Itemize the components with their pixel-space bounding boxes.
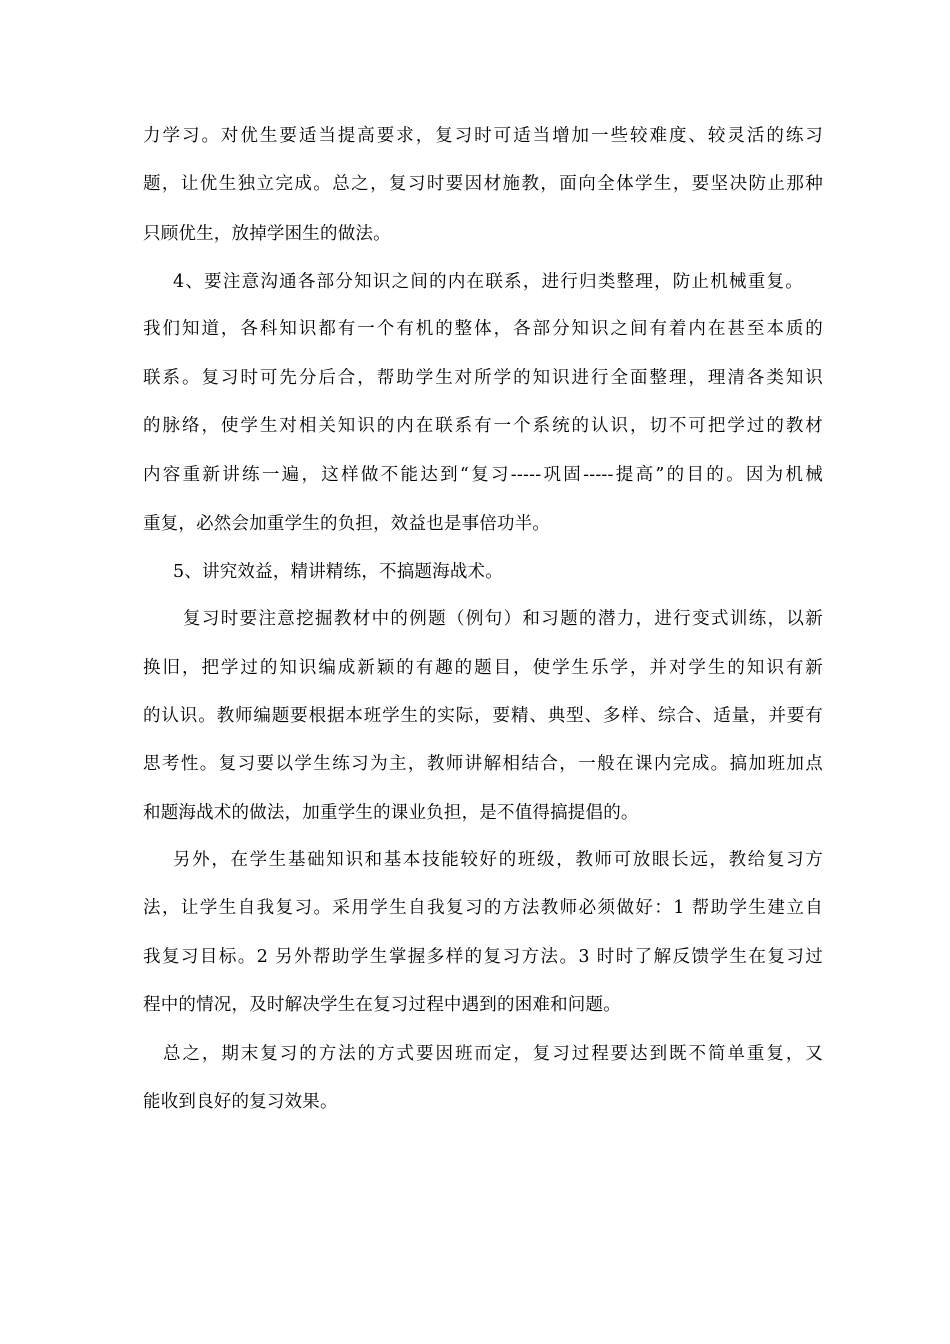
text-line: 思考性。复习要以学生练习为主，教师讲解相结合，一般在课内完成。搞加班加点 <box>143 754 823 774</box>
text-line: 题，让优生独立完成。总之，复习时要因材施教，面向全体学生，要坚决防止那种 <box>143 174 823 194</box>
text-line: 我复习目标。2 另外帮助学生掌握多样的复习方法。3 时时了解反馈学生在复习过 <box>143 947 823 967</box>
text-line: 另外，在学生基础知识和基本技能较好的班级，教师可放眼长远，教给复习方 <box>173 850 823 870</box>
text-line: 总之，期末复习的方法的方式要因班而定，复习过程要达到既不简单重复，又 <box>163 1044 823 1064</box>
text-line: 程中的情况，及时解决学生在复习过程中遇到的困难和问题。 <box>143 995 621 1015</box>
text-line: 4、要注意沟通各部分知识之间的内在联系，进行归类整理，防止机械重复。 <box>173 272 803 292</box>
text-line: 5、讲究效益，精讲精练，不搞题海战术。 <box>173 562 503 582</box>
text-line: 换旧，把学过的知识编成新颖的有趣的题目，使学生乐学，并对学生的知识有新 <box>143 658 823 678</box>
text-line: 内容重新讲练一遍，这样做不能达到“复习-----巩固-----提高”的目的。因为机械 <box>143 465 823 485</box>
text-line: 法，让学生自我复习。采用学生自我复习的方法教师必须做好：1 帮助学生建立自 <box>143 898 823 918</box>
text-line: 的认识。教师编题要根据本班学生的实际，要精、典型、多样、综合、适量，并要有 <box>143 706 823 726</box>
text-line: 我们知道，各科知识都有一个有机的整体，各部分知识之间有着内在甚至本质的 <box>143 319 823 339</box>
text-line: 复习时要注意挖掘教材中的例题（例句）和习题的潜力，进行变式训练，以新 <box>183 609 823 629</box>
text-line: 的脉络，使学生对相关知识的内在联系有一个系统的认识，切不可把学过的教材 <box>143 416 823 436</box>
text-line: 力学习。对优生要适当提高要求，复习时可适当增加一些较难度、较灵活的练习 <box>143 126 823 146</box>
text-line: 联系。复习时可先分后合，帮助学生对所学的知识进行全面整理，理清各类知识 <box>143 368 823 388</box>
text-line: 只顾优生，放掉学困生的做法。 <box>143 224 391 244</box>
text-line: 重复，必然会加重学生的负担，效益也是事倍功半。 <box>143 514 551 534</box>
text-line: 和题海战术的做法，加重学生的课业负担，是不值得搞提倡的。 <box>143 803 639 823</box>
text-line: 能收到良好的复习效果。 <box>143 1092 338 1112</box>
